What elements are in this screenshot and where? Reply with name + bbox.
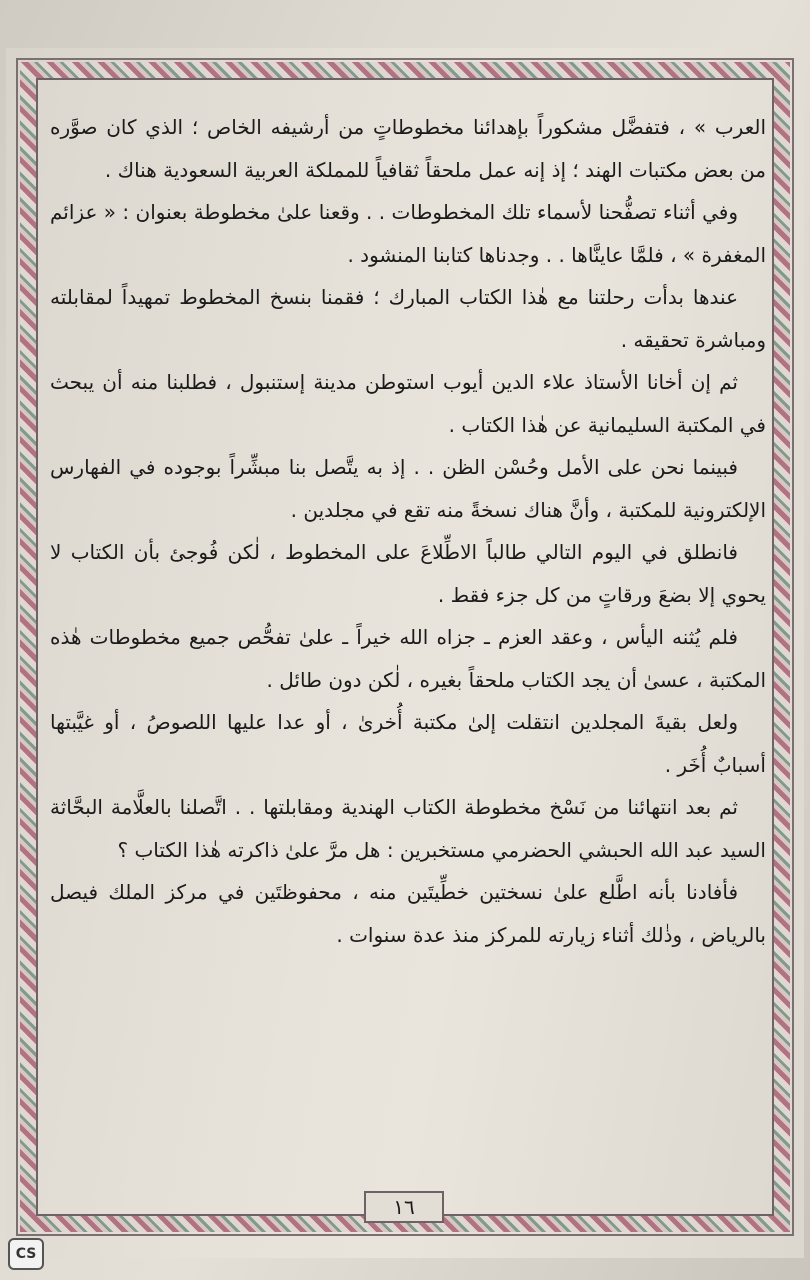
- book-page: [6, 48, 804, 1258]
- paragraph: ولعل بقيةَ المجلدين انتقلت إلىٰ مكتبة أُخرىٰ ، أو عدا عليها اللصوصُ ، أو غيَّبتها أسبابٌ أُخَر .: [50, 710, 766, 777]
- paragraph: وفي أثناء تصفُّحنا لأسماء تلك المخطوطات . . وقعنا علىٰ مخطوطة بعنوان : « عزائم المغفرة » ، فلمَّا عاينَّاها . . وجدناها كتابنا المنشود .: [50, 200, 766, 267]
- logo-text: CS: [15, 1246, 37, 1262]
- page-number: [364, 1191, 444, 1223]
- paragraph: العرب » ، فتفضَّل مشكوراً بإهدائنا مخطوطاتٍ من أرشيفه الخاص ؛ الذي كان صوَّره من بعض مكتبات الهند ؛ إذ إنه عمل ملحقاً ثقافياً للمملكة العربية السعودية هناك .: [50, 115, 766, 182]
- page-number-label: ١٦: [393, 1195, 415, 1219]
- paragraph: فانطلق في اليوم التالي طالباً الاطِّلاعَ على المخطوط ، لٰكن فُوجئ بأن الكتاب لا يحوي إلا بضعَ ورقاتٍ من كل جزء فقط .: [50, 540, 766, 607]
- paragraph: فلم يُثنه اليأس ، وعقد العزم ـ جزاه الله خيراً ـ علىٰ تفحُّص جميع مخطوطات هٰذه المكتبة ، عسىٰ أن يجد الكتاب ملحقاً بغيره ، لٰكن دون طائل .: [50, 625, 766, 692]
- paragraph: ثم بعد انتهائنا من نَسْخ مخطوطة الكتاب الهندية ومقابلتها . . اتَّصلنا بالعلَّامة البحَّاثة السيد عبد الله الحبشي الحضرمي مستخبرين : هل مرَّ علىٰ ذاكرته هٰذا الكتاب ؟: [50, 795, 766, 862]
- paragraph: فبينما نحن على الأمل وحُسْن الظن . . إذ به يتَّصل بنا مبشِّراً بوجوده في الفهارس الإلكترونية للمكتبة ، وأنَّ هناك نسخةً منه تقع في مجلدين .: [50, 455, 766, 522]
- paragraph: فأفادنا بأنه اطَّلع علىٰ نسختين خطِّيتَين منه ، محفوظتَين في مركز الملك فيصل بالرياض ، وذٰلك أثناء زيارته للمركز منذ عدة سنوات .: [50, 880, 766, 947]
- page-body-text: [50, 106, 766, 956]
- paragraph: عندها بدأت رحلتنا مع هٰذا الكتاب المبارك ؛ فقمنا بنسخ المخطوط تمهيداً لمقابلته ومباشرة تحقيقه .: [50, 285, 766, 352]
- paragraph: ثم إن أخانا الأستاذ علاء الدين أيوب استوطن مدينة إستنبول ، فطلبنا منه أن يبحث في المكتبة السليمانية عن هٰذا الكتاب .: [50, 370, 766, 437]
- camscanner-logo: [8, 1238, 44, 1270]
